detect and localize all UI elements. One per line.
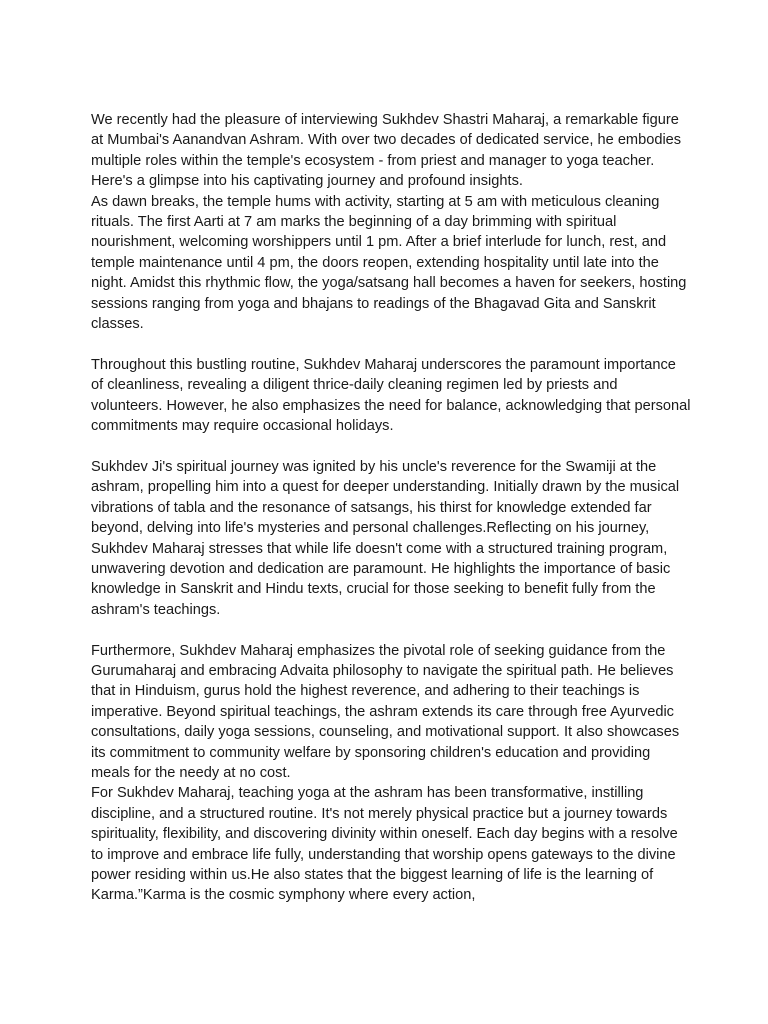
paragraph-spacer bbox=[91, 334, 691, 354]
paragraph-spacer bbox=[91, 436, 691, 456]
paragraph-spacer bbox=[91, 620, 691, 640]
paragraph-daily-routine: As dawn breaks, the temple hums with activity, starting at 5 am with meticulous cleaning rituals. The first Aarti at 7 am marks the beginning of a day brimming with spiritual nourishment, welcoming worshippers until 1 pm. After a brief interlude for lunch, rest, and temple maintenance until 4 pm, the doors reopen, extending hospitality until late into the night. Amidst this rhythmic flow, the yoga/satsang hall becomes a haven for seekers, hosting sessions ranging from yoga and bhajans to readings of the Bhagavad Gita and Sanskrit classes. bbox=[91, 193, 687, 333]
paragraph-guidance: Furthermore, Sukhdev Maharaj emphasizes the pivotal role of seeking guidance from the Gurumaharaj and embracing Advaita philosophy to navigate the spiritual path. He believes that in Hinduism, gurus hold the highest reverence, and adhering to their teachings is imperative. Beyond spiritual teachings, the ashram extends its care through free Ayurvedic consultations, daily yoga sessions, counseling, and motivational support. It also showcases its commitment to community welfare by sponsoring children's education and providing meals for the needy at no cost. bbox=[91, 642, 680, 781]
article-body bbox=[91, 110, 691, 906]
paragraph-spiritual-journey: Sukhdev Ji's spiritual journey was ignited by his uncle's reverence for the Swamiji at the ashram, propelling him into a quest for deeper understanding. Initially drawn by the musical vibrations of tabla and the resonance of satsangs, his thirst for knowledge extended far beyond, delving into life's mysteries and personal challenges.Reflecting on his journey, Sukhdev Maharaj stresses that while life doesn't come with a structured training program, unwavering devotion and dedication are paramount. He highlights the importance of basic knowledge in Sanskrit and Hindu texts, crucial for those seeking to benefit fully from the ashram's teachings. bbox=[91, 458, 680, 618]
paragraph-intro: We recently had the pleasure of interviewing Sukhdev Shastri Maharaj, a remarkable figure at Mumbai's Aanandvan Ashram. With over two decades of dedicated service, he embodies multiple roles within the temple's ecosystem - from priest and manager to yoga teacher. Here's a glimpse into his captivating journey and profound insights. bbox=[91, 112, 682, 190]
paragraph-cleanliness: Throughout this bustling routine, Sukhdev Maharaj underscores the paramount importance of cleanliness, revealing a diligent thrice-daily cleaning regimen led by priests and volunteers. However, he also emphasizes the need for balance, acknowledging that personal commitments may require occasional holidays. bbox=[91, 356, 691, 435]
paragraph-yoga-karma: For Sukhdev Maharaj, teaching yoga at the ashram has been transformative, instilling discipline, and a structured routine. It's not merely physical practice but a journey towards spirituality, flexibility, and discovering divinity within oneself. Each day begins with a resolve to improve and embrace life fully, understanding that worship opens gateways to the divine power residing within us.He also states that the biggest learning of life is the learning of Karma.”Karma is the cosmic symphony where every action, bbox=[91, 785, 678, 904]
